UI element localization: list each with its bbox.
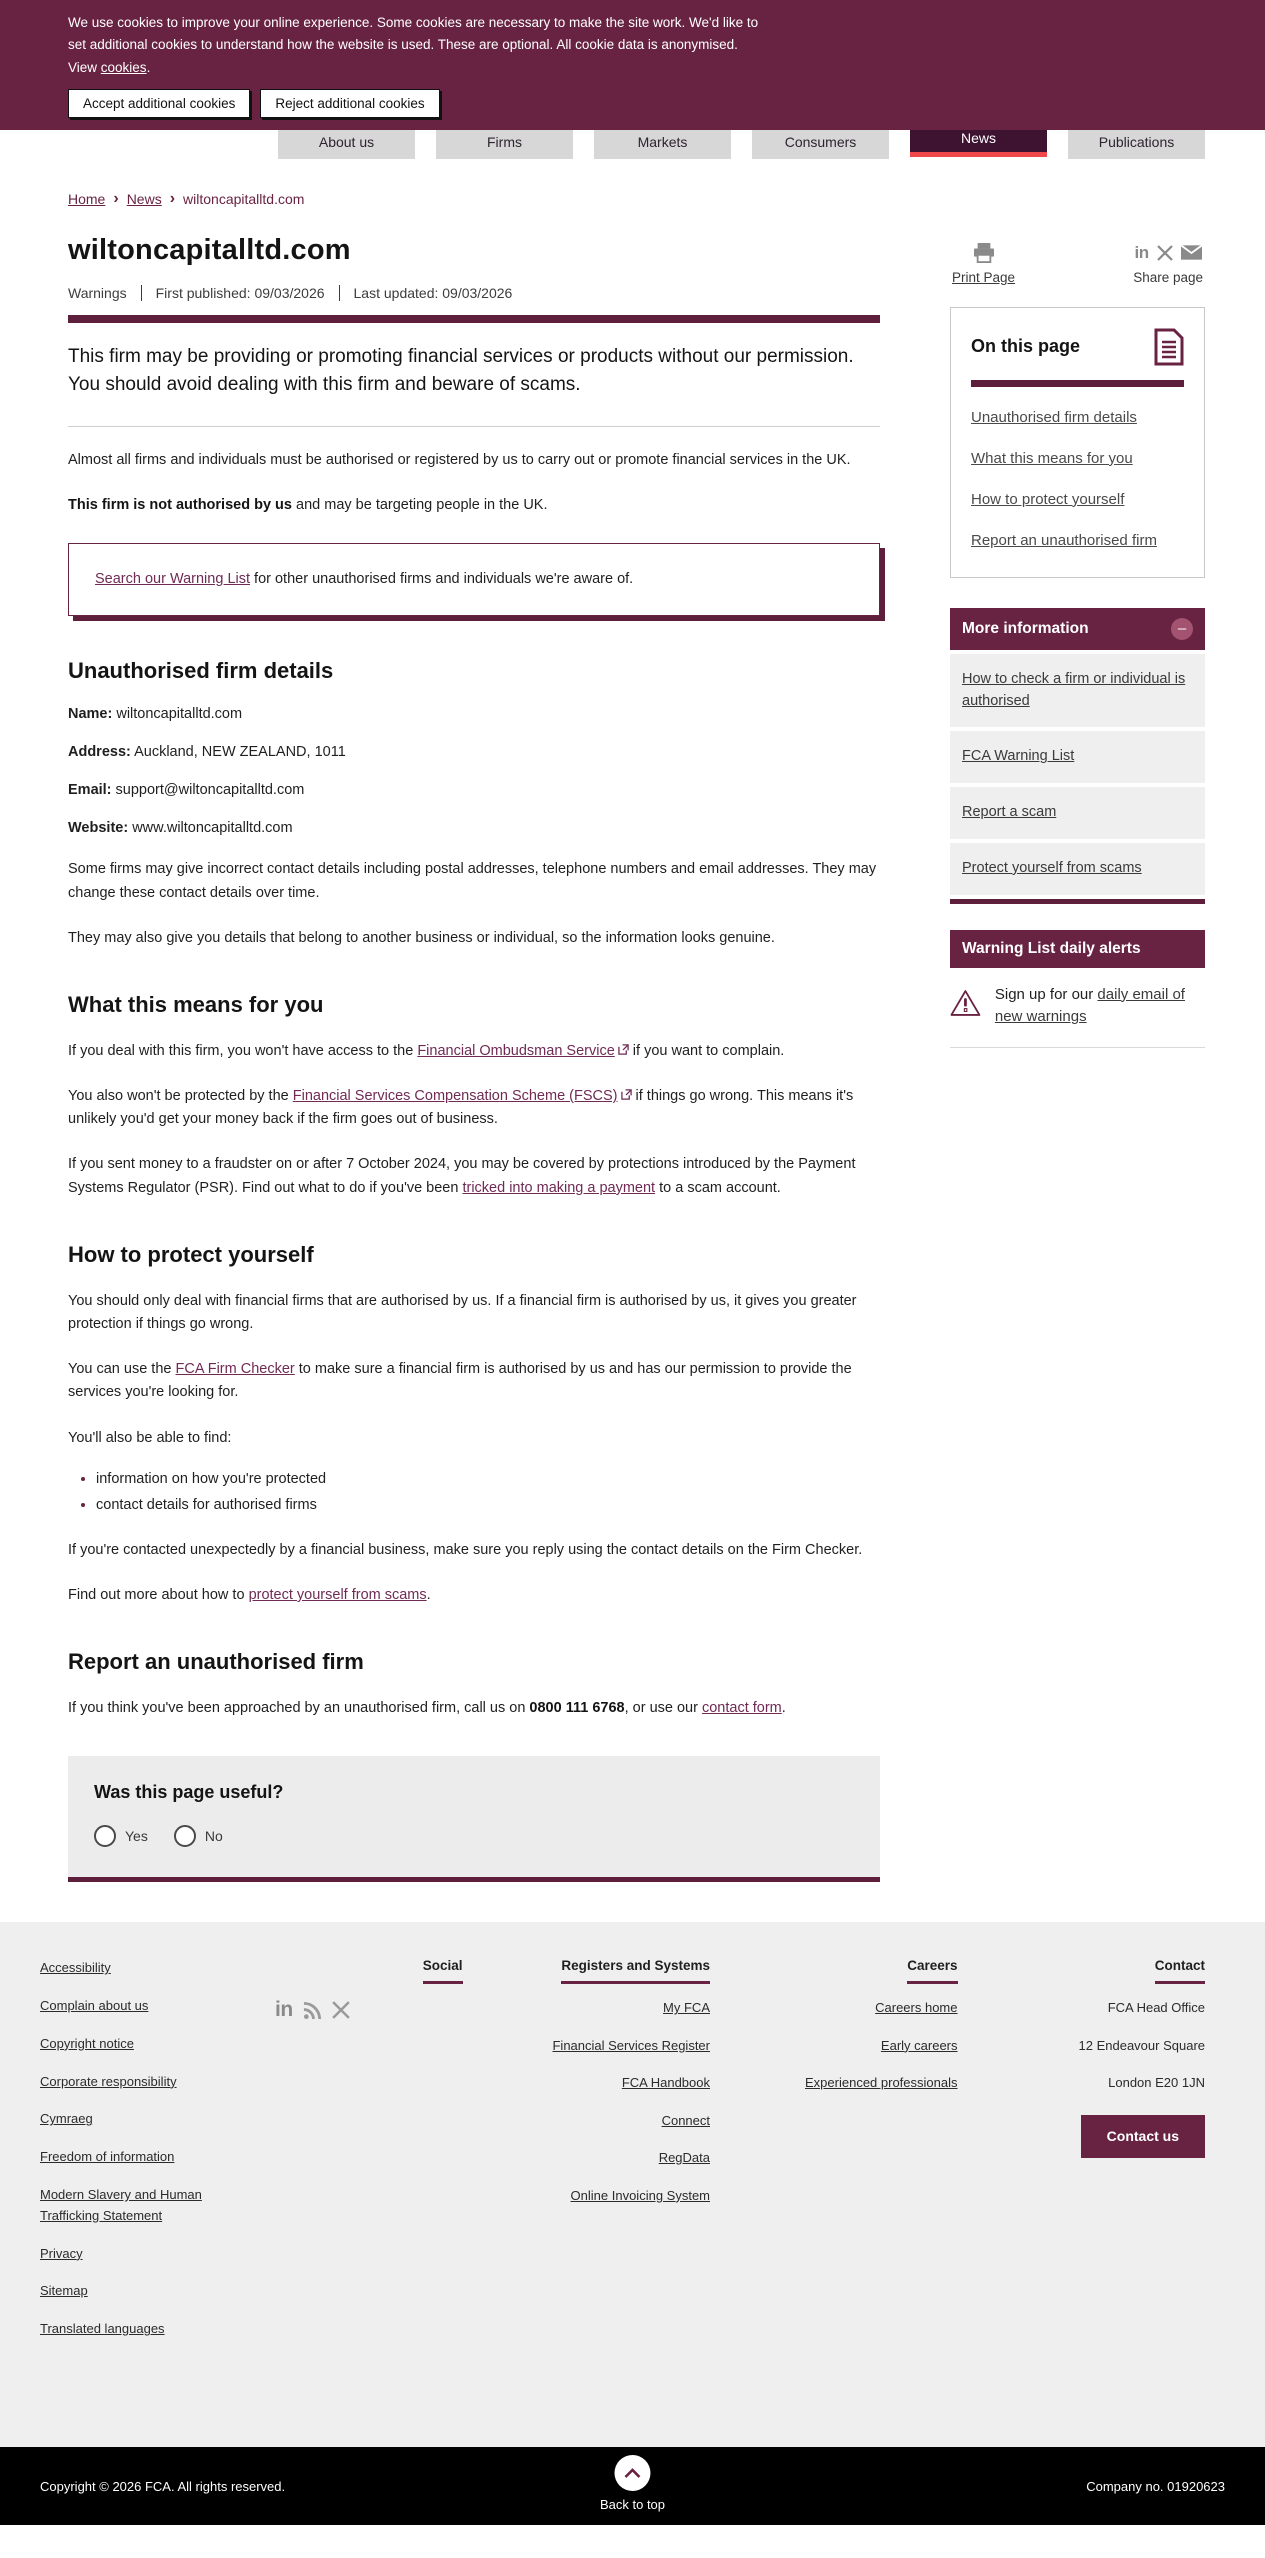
means-p2-end: if things go wrong. This means it's unlikely you'd get your money back if the firm goes out of business. (68, 1088, 854, 1128)
external-link-icon (621, 1089, 632, 1100)
tab-firms[interactable]: Firms (436, 130, 573, 159)
reject-cookies-button[interactable]: Reject additional cookies (260, 89, 439, 118)
radio-button-yes[interactable] (94, 1825, 116, 1847)
fca-warning-list-link[interactable]: FCA Warning List (962, 748, 1075, 765)
footer-social-heading: Social (423, 1958, 463, 1984)
means-paragraph-2 (68, 1085, 880, 1131)
contact-us-button[interactable]: Contact us (1081, 2115, 1205, 2158)
contact-office-line: FCA Head Office (1107, 2000, 1205, 2016)
footer-legal-links (40, 1958, 215, 2357)
footer-columns (40, 1958, 1205, 2357)
tab-publications[interactable]: Publications (1068, 130, 1205, 159)
back-to-top-label: Back to top (599, 2497, 666, 2513)
details-paragraph-2: They may also give you details that belong to another business or individual, so the information looks genuine. (68, 929, 775, 946)
no-label: No (204, 1828, 223, 1845)
firm-email-label: Email: (68, 782, 112, 799)
means-p3-end: to a scam account. (655, 1179, 781, 1196)
not-authorised-paragraph (68, 494, 880, 517)
cookie-text-end: . (146, 59, 151, 75)
on-this-page-box (950, 307, 1205, 578)
means-p3-text: If you sent money to a fraudster on or after 7 October 2024, you may be covered by protections introduced by the Payment Systems Regulator (PSR). Find out what to do if you've been (68, 1156, 856, 1196)
section-heading-what-this-means: What this means for you (68, 991, 324, 1017)
on-this-page-bar (971, 380, 1184, 387)
footer-link-regdata[interactable]: RegData (658, 2150, 710, 2166)
more-information-header[interactable] (950, 608, 1205, 650)
protect-p5-text: Find out more about how to (68, 1586, 249, 1603)
protect-from-scams-link[interactable]: protect yourself from scams (248, 1586, 427, 1603)
main-content (68, 208, 880, 1883)
cookie-banner (0, 0, 1265, 130)
x-icon[interactable] (1157, 245, 1173, 261)
contact-form-link[interactable]: contact form (701, 1700, 782, 1717)
footer-link-accessibility[interactable]: Accessibility (40, 1960, 111, 1976)
feedback-yes-option[interactable] (94, 1825, 148, 1847)
footer-link-fca-handbook[interactable]: FCA Handbook (621, 2075, 710, 2091)
toc-link-report-firm[interactable]: Report an unauthorised firm (971, 531, 1157, 549)
share-group (1133, 242, 1203, 285)
print-page-link[interactable]: Print Page (952, 269, 1016, 285)
chevron-right-icon: › (113, 189, 119, 207)
on-this-page-links (971, 407, 1184, 551)
toc-link-what-this-means[interactable]: What this means for you (971, 449, 1133, 467)
collapse-icon[interactable]: – (1171, 618, 1193, 640)
firm-email-value: support@wiltoncapitalltd.com (111, 782, 305, 799)
protect-paragraph-1: You should only deal with financial firms that are authorised by us. If a financial firm is authorised by us, it gives you greater protection if things go wrong. (68, 1292, 857, 1333)
footer-link-fs-register[interactable]: Financial Services Register (552, 2037, 710, 2053)
callout-rest: for other unauthorised firms and individuals we're aware of. (250, 571, 634, 588)
report-a-scam-link[interactable]: Report a scam (962, 804, 1057, 821)
protect-yourself-scams-link[interactable]: Protect yourself from scams (962, 859, 1142, 876)
firm-checker-benefits-list (68, 1468, 880, 1517)
on-this-page-header (971, 328, 1184, 366)
copyright-text: Copyright © 2026 FCA. All rights reserved. (40, 2478, 286, 2494)
contact-city-line: London E20 1JN (1108, 2075, 1205, 2091)
warning-list-callout (68, 543, 880, 616)
rss-icon[interactable] (303, 2001, 322, 2020)
linkedin-icon[interactable]: in (1134, 242, 1149, 262)
chevron-up-icon (624, 2468, 640, 2478)
footer-link-copyright[interactable]: Copyright notice (40, 2035, 134, 2051)
warning-alerts-body (950, 984, 1205, 1029)
chevron-right-icon: › (169, 189, 176, 207)
section-heading-report-firm: Report an unauthorised firm (68, 1649, 364, 1675)
search-warning-list-link[interactable]: Search our Warning List (95, 571, 251, 588)
more-info-row (950, 654, 1205, 728)
breadcrumb-home[interactable]: Home (68, 190, 106, 207)
footer-registers-heading: Registers and Systems (561, 1958, 710, 1984)
details-paragraph-1: Some firms may give incorrect contact details including postal addresses, telephone numbers and email addresses. They may change these contact details over time. (68, 861, 877, 901)
nav-tabs (0, 130, 1205, 159)
protect-paragraph-5 (68, 1584, 880, 1607)
meta-first-published: First published: 09/03/2026 (141, 285, 339, 301)
fscs-link[interactable]: Financial Services Compensation Scheme (FSCS) (292, 1088, 618, 1105)
more-info-row (950, 731, 1205, 783)
means-paragraph-3 (68, 1153, 880, 1199)
footer-link-corporate-responsibility[interactable]: Corporate responsibility (40, 2073, 177, 2089)
document-icon (1154, 328, 1184, 366)
report-text-mid: , or use our (624, 1700, 702, 1717)
firm-name-value: wiltoncapitalltd.com (112, 706, 243, 723)
cookie-buttons (68, 89, 1197, 118)
footer-link-cymraeg[interactable]: Cymraeg (40, 2111, 93, 2127)
footer-link-privacy[interactable]: Privacy (40, 2245, 83, 2261)
means-p1-end: if you want to complain. (628, 1042, 785, 1059)
company-number: Company no. 01920623 (1086, 2479, 1225, 2495)
contact-address-line: 12 Endeavour Square (1078, 2037, 1205, 2053)
protect-p2-end: to make sure a financial firm is authorised by us and has our permission to provide the services you're looking for. (68, 1361, 852, 1401)
protect-p5-end: . (426, 1586, 431, 1603)
print-group (952, 242, 1015, 285)
footer-link-sitemap[interactable]: Sitemap (40, 2283, 88, 2299)
alerts-text: Sign up for our (994, 985, 1098, 1003)
footer-link-complain[interactable]: Complain about us (40, 1998, 149, 2014)
warning-lead: This firm may be providing or promoting financial services or products without our permission. You should avoid dealing with this firm and beware of scams. (68, 345, 854, 396)
list-item: • information on how you're protected (96, 1468, 880, 1490)
radio-button-no[interactable] (174, 1825, 196, 1847)
tab-markets[interactable]: Markets (594, 130, 731, 159)
footer-link-careers-home[interactable]: Careers home (875, 2000, 958, 2016)
breadcrumb-news[interactable]: News (126, 190, 162, 207)
feedback-heading: Was this page useful? (94, 1782, 284, 1803)
section-heading-firm-details: Unauthorised firm details (68, 658, 334, 684)
toc-link-protect-yourself[interactable]: How to protect yourself (971, 490, 1125, 508)
daily-email-signup-link[interactable]: daily email of new warnings (994, 985, 1185, 1026)
print-share-row (950, 242, 1205, 285)
intro-paragraph: Almost all firms and individuals must be authorised or registered by us to carry out or promote financial services in the UK. (68, 451, 851, 468)
firm-name-label: Name: (68, 706, 113, 723)
phone-number: 0800 111 6768 (529, 1700, 625, 1717)
report-text: If you think you've been approached by an unauthorised firm, call us on (68, 1700, 530, 1717)
firm-email (68, 782, 880, 798)
footer-bottom-bar (0, 2447, 1265, 2525)
footer-link-experienced-professionals[interactable]: Experienced professionals (805, 2075, 958, 2091)
financial-ombudsman-link[interactable]: Financial Ombudsman Service (417, 1042, 615, 1059)
more-information-panel (950, 608, 1205, 904)
primary-nav (0, 130, 1265, 162)
footer-link-my-fca[interactable]: My FCA (663, 2000, 710, 2016)
firm-website-value: www.wiltoncapitalltd.com (128, 820, 293, 837)
content-container (68, 190, 1205, 1883)
back-to-top[interactable] (600, 2455, 665, 2512)
divider (68, 426, 880, 427)
back-to-top-circle[interactable] (614, 2455, 650, 2491)
means-p1-text: If you deal with this firm, you won't have access to the (68, 1042, 418, 1059)
breadcrumb (68, 190, 1205, 208)
footer-contact-heading: Contact (1155, 1958, 1205, 1984)
toc-link-firm-details[interactable]: Unauthorised firm details (971, 408, 1137, 426)
protect-paragraph-3: You'll also be able to find: (68, 1429, 232, 1446)
section-heading-protect-yourself: How to protect yourself (68, 1241, 314, 1267)
footer-link-foi[interactable]: Freedom of information (40, 2149, 175, 2165)
alerts-signup-text (995, 984, 1205, 1029)
more-info-bottom-bar (950, 899, 1205, 904)
tricked-into-payment-link[interactable]: tricked into making a payment (462, 1179, 656, 1196)
feedback-no-option[interactable] (174, 1825, 223, 1847)
x-icon[interactable] (332, 2001, 350, 2019)
tab-news[interactable]: News (910, 130, 1047, 157)
cookie-message (68, 12, 768, 79)
tab-consumers[interactable]: Consumers (752, 130, 889, 159)
printer-icon (973, 243, 995, 263)
warning-triangle-icon (950, 984, 981, 1022)
firm-website (68, 820, 880, 836)
on-this-page-heading: On this page (971, 336, 1081, 357)
footer-social-column (215, 1958, 463, 2357)
footer-careers-column (710, 1958, 958, 2357)
not-authorised-rest: and may be targeting people in the UK. (291, 496, 548, 513)
more-information-heading: More information (962, 619, 1089, 637)
more-info-row (950, 787, 1205, 839)
feedback-box (68, 1756, 880, 1882)
title-divider-bar (68, 315, 880, 323)
share-icons (1133, 242, 1203, 264)
footer (0, 1922, 1265, 2447)
print-icon-wrap (952, 242, 1015, 264)
breadcrumb-current: wiltoncapitalltd.com (183, 190, 305, 207)
fca-firm-checker-link[interactable]: FCA Firm Checker (175, 1361, 295, 1378)
protect-paragraph-2 (68, 1358, 880, 1404)
footer-link-early-careers[interactable]: Early careers (880, 2037, 958, 2053)
email-icon[interactable] (1181, 245, 1202, 260)
more-info-row (950, 843, 1205, 895)
firm-name (68, 706, 880, 722)
article-meta (68, 285, 880, 301)
accept-cookies-button[interactable]: Accept additional cookies (68, 89, 250, 118)
sidebar (950, 208, 1205, 1883)
firm-address-value: Auckland, NEW ZEALAND, 1011 (130, 744, 346, 761)
meta-category: Warnings (68, 284, 127, 301)
firm-website-label: Website: (68, 820, 129, 837)
page-title: wiltoncapitalltd.com (68, 233, 351, 266)
footer-social-icons (275, 1998, 463, 2022)
cookie-text: We use cookies to improve your online experience. Some cookies are necessary to make the site work. We'd like to set additional cookies to understand how the website is used. These are optional. All cookie data is anonymised. View (68, 15, 759, 75)
warning-alerts-panel (950, 930, 1205, 1048)
firm-address-label: Address: (68, 744, 131, 761)
report-paragraph (68, 1697, 880, 1720)
footer-registers-column (463, 1958, 711, 2357)
warning-alerts-heading: Warning List daily alerts (950, 930, 1205, 968)
footer-link-online-invoicing[interactable]: Online Invoicing System (570, 2187, 710, 2203)
means-paragraph-1 (68, 1040, 880, 1063)
protect-p2-text: You can use the (68, 1361, 176, 1378)
report-text-end: . (781, 1700, 786, 1717)
protect-paragraph-4: If you're contacted unexpectedly by a financial business, make sure you reply using the contact details on the Firm Checker. (68, 1541, 863, 1558)
footer-careers-heading: Careers (907, 1958, 957, 1984)
page-layout (68, 208, 1205, 1883)
list-item: • contact details for authorised firms (96, 1494, 880, 1516)
footer-link-connect[interactable]: Connect (661, 2112, 710, 2128)
callout-text (95, 568, 853, 591)
linkedin-icon[interactable]: in (275, 1998, 293, 2022)
yes-label: Yes (125, 1828, 148, 1845)
footer-link-modern-slavery[interactable]: Modern Slavery and Human Trafficking Statement (40, 2187, 202, 2223)
firm-address (68, 744, 880, 760)
cookies-link[interactable]: cookies (100, 59, 147, 75)
footer-link-translated-languages[interactable]: Translated languages (40, 2321, 165, 2337)
share-page-label: Share page (1133, 269, 1203, 285)
check-firm-authorised-link[interactable]: How to check a firm or individual is authorised (962, 670, 1186, 709)
footer-contact-column (958, 1958, 1206, 2357)
feedback-options (94, 1825, 854, 1847)
tab-about-us[interactable]: About us (278, 130, 415, 159)
meta-last-updated: Last updated: 09/03/2026 (339, 285, 527, 301)
means-p2-text: You also won't be protected by the (68, 1088, 293, 1105)
external-link-icon (618, 1044, 629, 1055)
not-authorised-bold: This firm is not authorised by us (68, 496, 292, 513)
